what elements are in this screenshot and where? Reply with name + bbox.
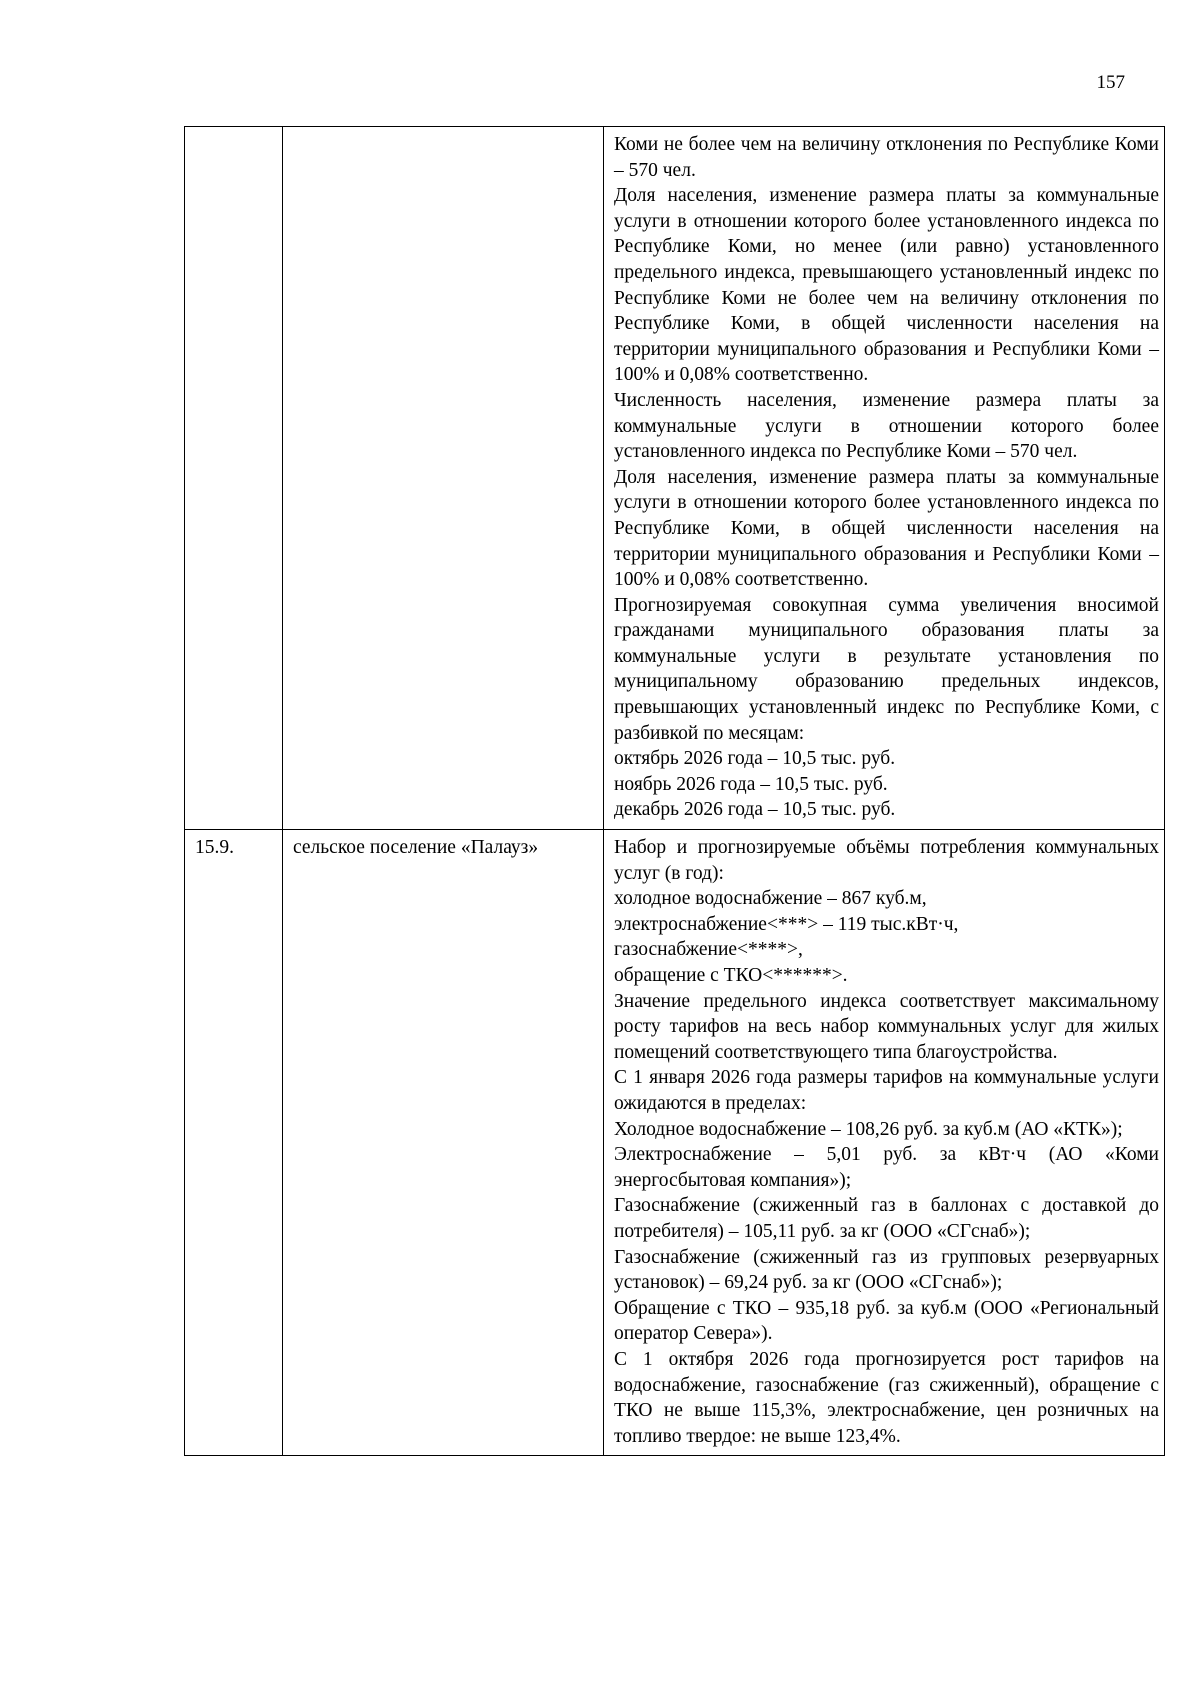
description-cell (604, 127, 1165, 830)
text-paragraph: Газоснабжение (сжиженный газ из групповых резервуарных установок) – 69,24 руб. за кг (ООО «СГснаб»); (614, 1246, 1159, 1294)
text-line: холодное водоснабжение – 867 куб.м, (614, 888, 927, 910)
text-paragraph: Значение предельного индекса соответствует максимальному росту тарифов на весь набор коммунальных услуг для жилых помещений соответствующего типа благоустройства. (614, 990, 1159, 1063)
text-paragraph: Газоснабжение (сжиженный газ в баллонах с доставкой до потребителя) – 105,11 руб. за кг (ООО «СГснаб»); (614, 1195, 1159, 1242)
text-line: декабрь 2026 года – 10,5 тыс. руб. (614, 799, 896, 821)
row-number-cell (185, 127, 283, 830)
text-paragraph: Коми не более чем на величину отклонения по Республике Коми – 570 чел. (614, 134, 1159, 181)
table-row (185, 830, 1165, 1456)
text-paragraph: Обращение с ТКО – 935,18 руб. за куб.м (ООО «Региональный оператор Севера»). (614, 1297, 1159, 1345)
text-paragraph: Набор и прогнозируемые объёмы потребления коммунальных услуг (в год): (614, 837, 1159, 884)
text-paragraph: Холодное водоснабжение – 108,26 руб. за куб.м (АО «КТК»); (614, 1118, 1123, 1140)
text-paragraph: С 1 января 2026 года размеры тарифов на коммунальные услуги ожидаются в пределах: (614, 1067, 1159, 1114)
text-paragraph: Численность населения, изменение размера платы за коммунальные услуги в отношении которого более установленного индекса по Республике Коми – 570 чел. (614, 389, 1159, 463)
text-paragraph: Прогнозируемая совокупная сумма увеличения вносимой гражданами муниципального образования платы за коммунальные услуги в результате установления по муниципальному образованию предельных индексов, превышающих установленный индекс по Республике Коми, с разбивкой по месяцам: (614, 594, 1159, 744)
table-row (185, 127, 1165, 830)
municipality-name-cell (283, 127, 604, 830)
table-body (185, 127, 1165, 1456)
row-number-cell: 15.9. (185, 830, 283, 1456)
text-line: октябрь 2026 года – 10,5 тыс. руб. (614, 748, 896, 770)
text-paragraph: С 1 октября 2026 года прогнозируется рост тарифов на водоснабжение, газоснабжение (газ сжиженный), обращение с ТКО не выше 115,3%, электроснабжение, цен розничных на топливо твердое: не выше 123,4%. (614, 1348, 1159, 1447)
page-number: 157 (1096, 72, 1125, 93)
municipality-name-cell: сельское поселение «Палауз» (283, 830, 604, 1456)
text-paragraph: Доля населения, изменение размера платы за коммунальные услуги в отношении которого более установленного индекса по Республике Коми, но менее (или равно) установленного предельного индекса, превышающего установленный индекс по Республике Коми не более чем на величину отклонения по Республике Коми, в общей численности населения на территории муниципального образования и Республики Коми – 100% и 0,08% соответственно. (614, 185, 1159, 386)
text-line: обращение с ТКО<******>. (614, 965, 848, 986)
document-table (184, 126, 1165, 1456)
text-line: газоснабжение<****>, (614, 939, 803, 961)
text-line: ноябрь 2026 года – 10,5 тыс. руб. (614, 773, 888, 795)
text-paragraph: Электроснабжение – 5,01 руб. за кВт·ч (АО «Коми энергосбытовая компания»); (614, 1144, 1159, 1191)
description-cell (604, 830, 1165, 1456)
text-line: электроснабжение<***> – 119 тыс.кВт·ч, (614, 913, 959, 935)
text-paragraph: Доля населения, изменение размера платы за коммунальные услуги в отношении которого более установленного индекса по Республике Коми, в общей численности населения на территории муниципального образования и Республики Коми – 100% и 0,08% соответственно. (614, 466, 1159, 591)
